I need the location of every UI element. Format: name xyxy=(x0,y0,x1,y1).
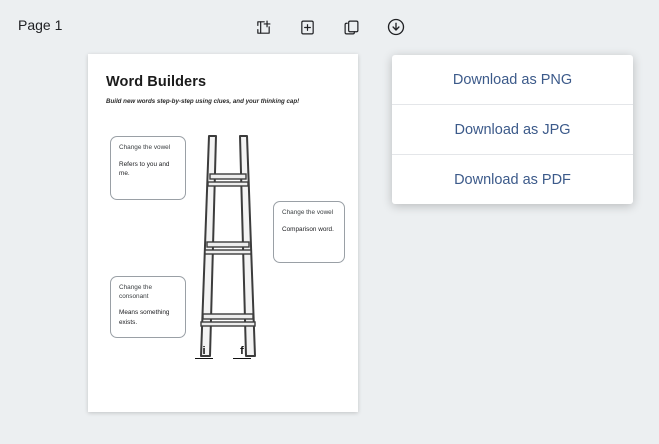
download-button[interactable] xyxy=(381,12,411,42)
download-menu xyxy=(392,55,633,204)
document-subtitle: Build new words step-by-step using clues, and your thinking cap! xyxy=(106,98,300,105)
base-letters xyxy=(195,344,251,359)
menu-item-download-jpg[interactable]: Download as JPG xyxy=(392,105,633,155)
menu-item-download-png[interactable]: Download as PNG xyxy=(392,55,633,105)
clue-card[interactable] xyxy=(110,276,186,338)
page-label: Page 1 xyxy=(18,17,63,33)
clue-text: Change the consonant xyxy=(119,284,153,300)
download-icon xyxy=(386,17,406,37)
letter-slot: i xyxy=(195,344,213,359)
duplicate-icon xyxy=(343,19,360,36)
add-page-icon xyxy=(299,19,316,36)
add-text-icon xyxy=(255,19,272,36)
toolbar xyxy=(0,12,659,42)
clue-text: Change the vowel xyxy=(119,144,171,151)
answer-text: Refers to you and me. xyxy=(119,160,170,178)
answer-text: Comparison word. xyxy=(282,225,334,233)
clue-text: Change the vowel xyxy=(282,209,334,216)
top-bar xyxy=(0,0,659,55)
letter-slot: f xyxy=(233,344,251,359)
document-page[interactable] xyxy=(88,54,358,412)
duplicate-button[interactable] xyxy=(337,12,367,42)
clue-card[interactable] xyxy=(110,136,186,200)
answer-text: Means something exists. xyxy=(119,309,170,326)
add-page-button[interactable] xyxy=(293,12,323,42)
document-title: Word Builders xyxy=(106,74,207,90)
clue-card[interactable] xyxy=(273,201,345,263)
menu-item-download-pdf[interactable]: Download as PDF xyxy=(454,171,571,188)
add-text-button[interactable] xyxy=(249,12,279,42)
ladder-illustration xyxy=(183,134,273,359)
